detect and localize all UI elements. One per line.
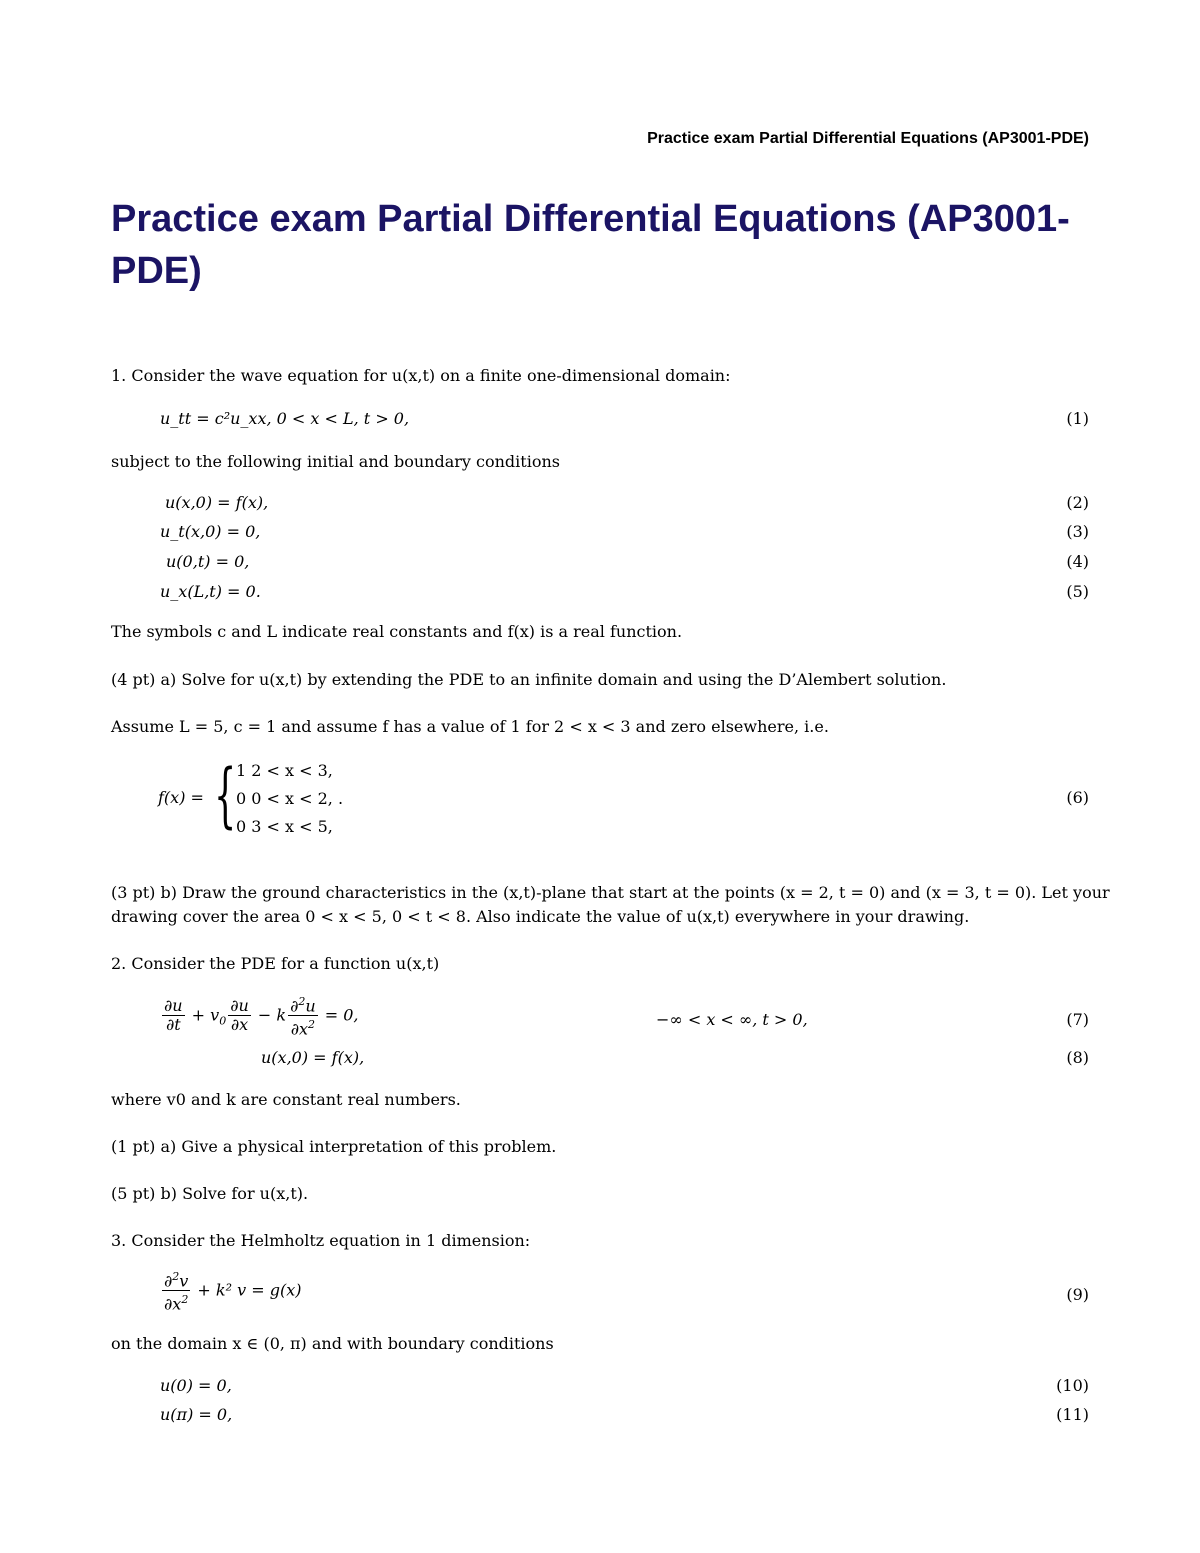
left-brace-symbol: { bbox=[214, 754, 237, 836]
q2-part-b: (5 pt) b) Solve for u(x,t). bbox=[111, 1184, 309, 1203]
q1-part-a: (4 pt) a) Solve for u(x,t) by extending the PDE to an infinite domain and using the D’Alembert solution. bbox=[111, 670, 947, 689]
page-title: Practice exam Partial Differential Equations (AP3001-PDE) bbox=[111, 198, 1070, 292]
equation-2: u(x,0) = f(x), bbox=[165, 493, 269, 512]
equation-4: u(0,t) = 0, bbox=[166, 552, 250, 571]
equation-number-7: (7) bbox=[1066, 1010, 1089, 1029]
equation-11: u(π) = 0, bbox=[160, 1405, 233, 1424]
q2-where: where v0 and k are constant real numbers. bbox=[111, 1090, 461, 1109]
equation-number-8: (8) bbox=[1066, 1048, 1089, 1067]
q1-part-b-line-2: drawing cover the area 0 < x < 5, 0 < t < 8. Also indicate the value of u(x,t) everywhere in your drawing. bbox=[111, 907, 970, 926]
equation-7: $\frac{\partial u}{\partial t}$ + $v_0$ $\frac{\partial u}{\partial x}$ − k $\frac{\partial^2u}{\partial x^2}$ = 0, bbox=[164, 995, 359, 1039]
equation-number-3: (3) bbox=[1066, 522, 1089, 541]
equation-1: u_tt = c²u_xx, 0 < x < L, t > 0, bbox=[160, 409, 410, 428]
q1-part-b-line-1: (3 pt) b) Draw the ground characteristics in the (x,t)-plane that start at the points (x = 2, t = 0) and (x = 3, t = 0). Let your bbox=[111, 883, 1110, 902]
equation-8: u(x,0) = f(x), bbox=[261, 1048, 365, 1067]
fraction-d2u-dx2: $\frac{\partial^2u}{\partial x^2}$ bbox=[290, 995, 316, 1039]
equation-10: u(0) = 0, bbox=[160, 1376, 232, 1395]
equation-6-case-3: 0 3 < x < 5, bbox=[236, 817, 333, 836]
equation-6-case-2: 0 0 < x < 2, . bbox=[236, 789, 344, 808]
equation-7-domain: −∞ < x < ∞, t > 0, bbox=[656, 1010, 808, 1029]
equation-number-10: (10) bbox=[1056, 1376, 1089, 1395]
equation-6-lhs: f(x) = bbox=[158, 788, 204, 807]
equation-5: u_x(L,t) = 0. bbox=[160, 582, 261, 601]
equation-number-9: (9) bbox=[1066, 1285, 1089, 1304]
q2-intro: 2. Consider the PDE for a function u(x,t) bbox=[111, 954, 440, 973]
equation-9-rhs: + k² v = g(x) bbox=[197, 1280, 302, 1300]
equation-number-5: (5) bbox=[1066, 582, 1089, 601]
fraction-d2v-dx2: $\frac{\partial^2v}{\partial x^2}$ bbox=[164, 1270, 189, 1314]
equation-9 bbox=[160, 1268, 301, 1314]
equation-number-4: (4) bbox=[1066, 552, 1089, 571]
equation-3: u_t(x,0) = 0, bbox=[160, 522, 261, 541]
fraction-du-dx: $\frac{\partial u}{\partial x}$ bbox=[230, 996, 249, 1035]
q1-symbols-note: The symbols c and L indicate real constants and f(x) is a real function. bbox=[111, 622, 683, 641]
equation-number-2: (2) bbox=[1066, 493, 1089, 512]
q1-intro: 1. Consider the wave equation for u(x,t) on a finite one-dimensional domain: bbox=[111, 366, 731, 385]
q3-intro: 3. Consider the Helmholtz equation in 1 dimension: bbox=[111, 1231, 531, 1250]
equation-number-6: (6) bbox=[1066, 788, 1089, 807]
equation-number-11: (11) bbox=[1056, 1405, 1089, 1424]
running-header: Practice exam Partial Differential Equations (AP3001-PDE) bbox=[647, 130, 1089, 147]
q1-bc-intro: subject to the following initial and boundary conditions bbox=[111, 452, 560, 471]
q1-assumption: Assume L = 5, c = 1 and assume f has a value of 1 for 2 < x < 3 and zero elsewhere, i.e. bbox=[111, 717, 829, 736]
fraction-du-dt: $\frac{\partial u}{\partial t}$ bbox=[164, 996, 183, 1035]
q3-domain: on the domain x ∈ (0, π) and with boundary conditions bbox=[111, 1334, 554, 1353]
equation-number-1: (1) bbox=[1066, 409, 1089, 428]
equation-6-case-1: 1 2 < x < 3, bbox=[236, 761, 333, 780]
q2-part-a: (1 pt) a) Give a physical interpretation of this problem. bbox=[111, 1137, 557, 1156]
